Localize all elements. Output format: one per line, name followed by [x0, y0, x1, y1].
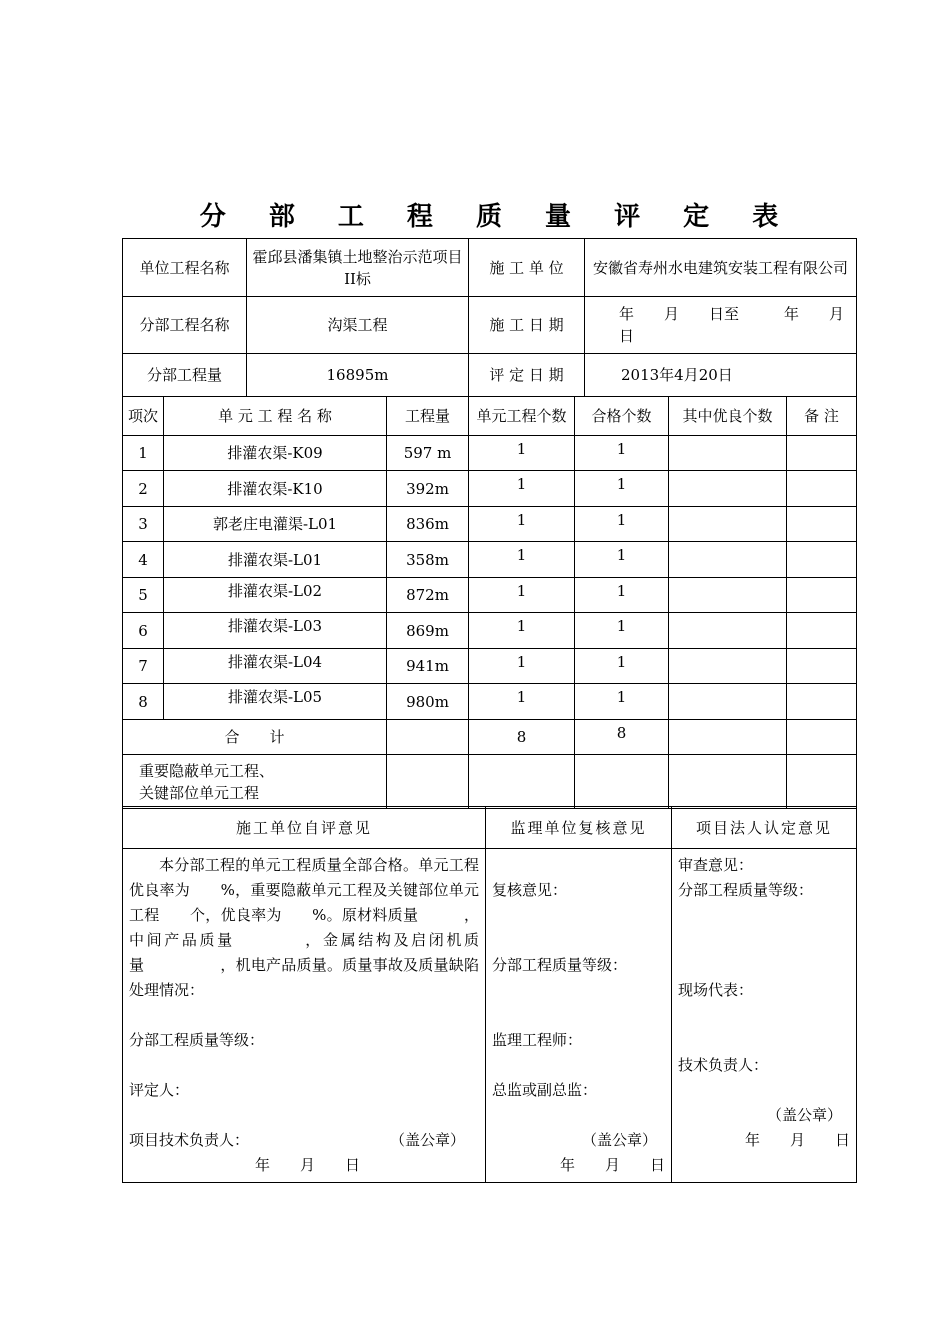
- contractor-date: 年 月 日: [255, 1156, 361, 1174]
- total-note: [787, 720, 857, 755]
- row-no: 8: [123, 684, 164, 720]
- supervisor-grade: 分部工程质量等级：: [492, 956, 628, 974]
- row-passed: 1: [575, 471, 669, 507]
- supervisor-review: 复核意见：: [492, 881, 568, 899]
- table-row: [123, 471, 857, 507]
- row-name: 郭老庄电灌渠-L01: [164, 507, 387, 542]
- supervisor-seal: （盖公章）: [581, 1131, 657, 1149]
- total-row: [123, 720, 857, 755]
- row-note: [787, 613, 857, 649]
- important-label: [123, 755, 387, 809]
- contractor-opinion: [123, 849, 486, 1183]
- row-qty: 392m: [387, 471, 469, 507]
- row-no: 4: [123, 542, 164, 578]
- supervisor-engineer: 监理工程师：: [492, 1031, 583, 1049]
- row-name: 排灌农渠-K10: [164, 471, 387, 507]
- header-table: [122, 238, 875, 397]
- row-qty: 941m: [387, 649, 469, 684]
- contractor-label: 施 工 单 位: [469, 239, 585, 297]
- row-units: 1: [469, 578, 575, 613]
- row-qty: 980m: [387, 684, 469, 720]
- construction-date-value: 年 月 日至 年 月 日: [585, 297, 857, 354]
- sub-project-value: 沟渠工程: [247, 297, 469, 354]
- row-note: [787, 436, 857, 471]
- contractor-opinion-text: 本分部工程的单元工程质量全部合格。单元工程优良率为 %，重要隐蔽单元工程及关键部位单元工程 个，优良率为 %。原材料质量 ，中间产品质量 ，金属结构及启闭机质量 ，机电产品质量。质量事故及质量缺陷处理情况：: [129, 856, 479, 999]
- row-passed: 1: [575, 542, 669, 578]
- unit-project-value: 霍邱县潘集镇土地整治示范项目II标: [247, 239, 469, 297]
- col-passed: 合格个数: [575, 397, 669, 436]
- opinions-table: [122, 806, 857, 1183]
- row-note: [787, 471, 857, 507]
- row-passed: 1: [575, 507, 669, 542]
- row-no: 2: [123, 471, 164, 507]
- total-units: 8: [469, 720, 575, 755]
- row-note: [787, 507, 857, 542]
- row-passed: 1: [575, 613, 669, 649]
- col-no: 项次: [123, 397, 164, 436]
- row-no: 6: [123, 613, 164, 649]
- row-note: [787, 578, 857, 613]
- unit-project-label: 单位工程名称: [123, 239, 247, 297]
- items-table: [122, 396, 857, 809]
- row-units: 1: [469, 613, 575, 649]
- table-row: [123, 613, 857, 649]
- important-qty: [387, 755, 469, 809]
- supervisor-opinion-header: 监理单位复核意见: [486, 807, 672, 849]
- row-no: 5: [123, 578, 164, 613]
- table-row: [123, 649, 857, 684]
- row-excellent: [669, 613, 787, 649]
- supervisor-chief: 总监或副总监：: [492, 1081, 598, 1099]
- supervisor-date: 年 月 日: [559, 1156, 665, 1174]
- table-row: [123, 542, 857, 578]
- row-qty: 872m: [387, 578, 469, 613]
- owner-tech-lead: 技术负责人：: [678, 1056, 769, 1074]
- owner-grade: 分部工程质量等级：: [678, 881, 814, 899]
- row-no: 3: [123, 507, 164, 542]
- row-excellent: [669, 436, 787, 471]
- contractor-opinion-header: 施工单位自评意见: [123, 807, 486, 849]
- contractor-grade: 分部工程质量等级：: [129, 1031, 265, 1049]
- row-excellent: [669, 507, 787, 542]
- row-units: 1: [469, 471, 575, 507]
- items-header-row: [123, 397, 857, 436]
- owner-opinion-header: 项目法人认定意见: [672, 807, 857, 849]
- contractor-evaluator: 评定人：: [129, 1081, 190, 1099]
- supervisor-opinion: [486, 849, 672, 1183]
- row-units: 1: [469, 649, 575, 684]
- row-name: 排灌农渠-K09: [164, 436, 387, 471]
- quantity-value: 16895m: [247, 354, 469, 397]
- row-name: 排灌农渠-L03: [164, 613, 387, 649]
- row-passed: 1: [575, 649, 669, 684]
- contractor-tech-lead: 项目技术负责人：: [129, 1131, 250, 1149]
- total-passed: 8: [575, 720, 669, 755]
- table-row: [123, 507, 857, 542]
- row-excellent: [669, 684, 787, 720]
- table-row: [123, 578, 857, 613]
- row-note: [787, 649, 857, 684]
- important-excellent: [669, 755, 787, 809]
- row-units: 1: [469, 542, 575, 578]
- row-passed: 1: [575, 684, 669, 720]
- row-name: 排灌农渠-L05: [164, 684, 387, 720]
- row-qty: 597 m: [387, 436, 469, 471]
- contractor-seal: （盖公章）: [389, 1131, 465, 1149]
- total-excellent: [669, 720, 787, 755]
- col-name: 单 元 工 程 名 称: [164, 397, 387, 436]
- row-units: 1: [469, 507, 575, 542]
- owner-review: 审查意见：: [678, 856, 754, 874]
- row-units: 1: [469, 436, 575, 471]
- row-name: 排灌农渠-L02: [164, 578, 387, 613]
- total-qty: [387, 720, 469, 755]
- row-no: 1: [123, 436, 164, 471]
- total-label: 合 计: [123, 720, 387, 755]
- important-row: [123, 755, 857, 809]
- row-note: [787, 542, 857, 578]
- row-name: 排灌农渠-L04: [164, 649, 387, 684]
- row-note: [787, 684, 857, 720]
- col-qty: 工程量: [387, 397, 469, 436]
- row-name: 排灌农渠-L01: [164, 542, 387, 578]
- row-excellent: [669, 578, 787, 613]
- quantity-label: 分部工程量: [123, 354, 247, 397]
- page-title: 分 部 工 程 质 量 评 定 表: [199, 202, 796, 232]
- row-excellent: [669, 542, 787, 578]
- eval-date-value: 2013年4月20日: [585, 354, 857, 397]
- important-note: [787, 755, 857, 809]
- owner-date: 年 月 日: [744, 1131, 850, 1149]
- contractor-value: 安徽省寿州水电建筑安装工程有限公司: [585, 239, 857, 297]
- important-label-line-1: 重要隐蔽单元工程、: [139, 761, 275, 780]
- eval-date-label: 评 定 日 期: [469, 354, 585, 397]
- owner-site-rep: 现场代表：: [678, 981, 754, 999]
- important-passed: [575, 755, 669, 809]
- owner-seal: （盖公章）: [766, 1106, 842, 1124]
- row-excellent: [669, 649, 787, 684]
- row-units: 1: [469, 684, 575, 720]
- important-label-line-2: 关键部位单元工程: [139, 783, 260, 802]
- sub-project-label: 分部工程名称: [123, 297, 247, 354]
- row-passed: 1: [575, 578, 669, 613]
- row-qty: 358m: [387, 542, 469, 578]
- col-note: 备 注: [787, 397, 857, 436]
- owner-opinion: [672, 849, 857, 1183]
- row-qty: 869m: [387, 613, 469, 649]
- row-passed: 1: [575, 436, 669, 471]
- table-row: [123, 436, 857, 471]
- table-row: [123, 684, 857, 720]
- col-excellent: 其中优良个数: [669, 397, 787, 436]
- row-qty: 836m: [387, 507, 469, 542]
- row-excellent: [669, 471, 787, 507]
- col-units: 单元工程个数: [469, 397, 575, 436]
- construction-date-label: 施 工 日 期: [469, 297, 585, 354]
- row-no: 7: [123, 649, 164, 684]
- important-units: [469, 755, 575, 809]
